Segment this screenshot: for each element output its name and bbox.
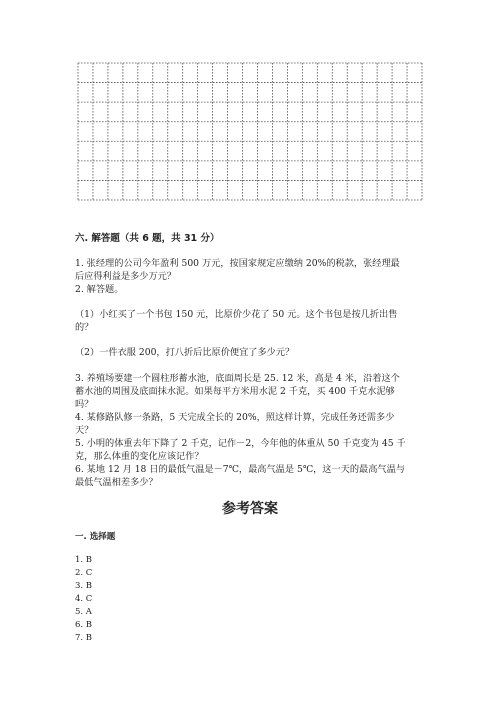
question-4-line-1: 4. 某修路队修一条路，5 天完成全长的 20%，照这样计算，完成任务还需多少 bbox=[75, 412, 395, 423]
question-1-line-2: 后应得利益是多少万元？ bbox=[75, 271, 177, 282]
question-3-line-3: 吗？ bbox=[75, 399, 94, 410]
answer-item: 2. C bbox=[75, 568, 93, 578]
question-2: 2. 解答题。 bbox=[75, 284, 124, 295]
answer-item: 6. B bbox=[75, 620, 93, 630]
question-2a-line-2: 的？ bbox=[75, 322, 94, 333]
writing-grid-svg bbox=[77, 62, 423, 201]
question-4-line-2: 天？ bbox=[75, 425, 94, 436]
question-2b: （2）一件衣服 200，打八折后比原价便宜了多少元？ bbox=[75, 347, 295, 358]
answer-item: 1. B bbox=[75, 555, 93, 565]
section-title: 六. 解答题（共 6 题，共 31 分） bbox=[75, 233, 220, 244]
answer-item: 3. B bbox=[75, 581, 93, 591]
answer-title: 参考答案 bbox=[222, 501, 278, 517]
answer-item: 7. B bbox=[75, 633, 93, 643]
question-3-line-2: 蓄水池的周围及底面抹水泥。如果每平方米用水泥 2 千克，买 400 千克水泥够 bbox=[75, 386, 395, 397]
question-6-line-2: 最低气温相差多少？ bbox=[75, 477, 158, 488]
question-6-line-1: 6. 某地 12 月 18 日的最低气温是－7℃，最高气温是 5℃，这一天的最高气温与 bbox=[75, 464, 405, 475]
question-5-line-2: 克，那么体重的变化应该记作？ bbox=[75, 451, 204, 462]
question-5-line-1: 5. 小明的体重去年下降了 2 千克，记作－2，今年他的体重从 50 千克变为 45 千 bbox=[75, 438, 406, 449]
question-1-line-1: 1. 张经理的公司今年盈利 500 万元，按国家规定应缴纳 20%的税款，张经理最 bbox=[75, 258, 400, 269]
writing-grid bbox=[77, 62, 423, 201]
answer-section-title: 一. 选择题 bbox=[75, 532, 116, 542]
question-3-line-1: 3. 养殖场要建一个圆柱形蓄水池，底面周长是 25. 12 米，高是 4 米，沿着这个 bbox=[75, 373, 400, 384]
question-2a-line-1: （1）小红买了一个书包 150 元，比原价少花了 50 元。这个书包是按几折出售 bbox=[75, 309, 398, 320]
answer-item: 4. C bbox=[75, 594, 93, 604]
answer-item: 5. A bbox=[75, 607, 92, 617]
